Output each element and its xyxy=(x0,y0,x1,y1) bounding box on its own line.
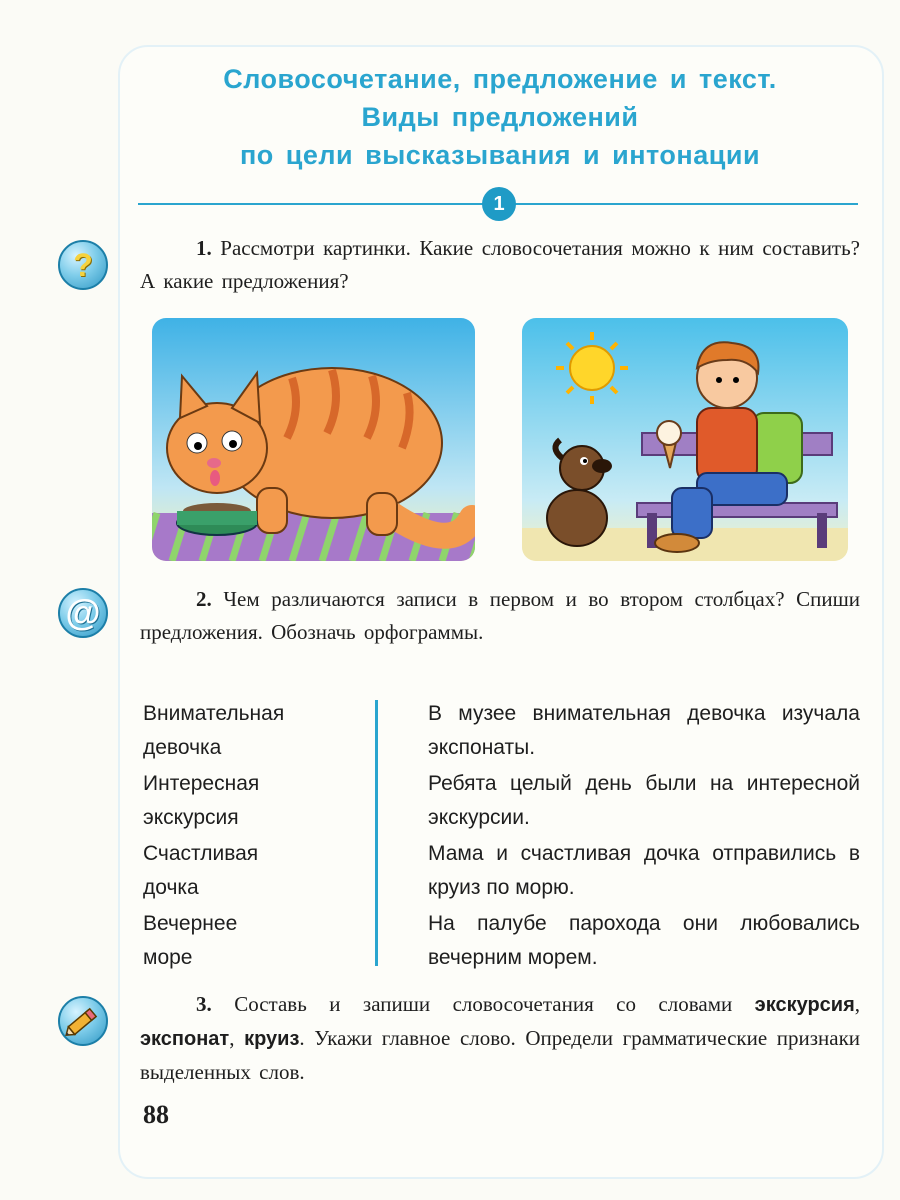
pencil-icon xyxy=(58,996,108,1046)
highlighted-word: экскурсия xyxy=(754,994,855,1016)
task-3-text-before: Составь и запиши словосочетания со словами xyxy=(234,992,733,1016)
title-line-1: Словосочетание, предложение и текст. xyxy=(223,64,777,94)
task-2-text: Чем различаются записи в первом и во втором столбцах? Спиши предложения. Обозначь орфограммы. xyxy=(140,587,860,644)
task-2-number: 2. xyxy=(196,587,212,611)
column-divider xyxy=(375,700,378,966)
title-line-3: по цели высказывания и интонации xyxy=(239,140,761,170)
task-1 xyxy=(140,232,860,298)
boy-illustration xyxy=(522,318,848,561)
section-number-badge: 1 xyxy=(482,187,516,221)
task-3 xyxy=(140,988,860,1089)
phrase-word-1: Интересная xyxy=(143,772,260,795)
word-separator: , xyxy=(854,992,861,1016)
task-1-text: Рассмотри картинки. Какие словосочетания можно к ним составить? А какие предложения? xyxy=(140,236,861,293)
sentence-item: В музее внимательная девочка изучала экспонаты. xyxy=(428,702,860,759)
phrase-word-1: Счастливая xyxy=(143,842,259,865)
title-line-2: Виды предложений xyxy=(361,102,639,132)
phrase-item xyxy=(143,837,363,905)
phrase-word-2: девочка xyxy=(143,736,222,759)
task-3-number: 3. xyxy=(196,992,212,1016)
highlighted-word: круиз xyxy=(244,1028,300,1050)
sentences-column xyxy=(428,697,860,977)
phrases-column xyxy=(143,697,363,977)
phrase-word-2: дочка xyxy=(143,876,199,899)
page-number: 88 xyxy=(143,1100,169,1129)
task-1-number: 1. xyxy=(196,236,212,260)
sentence-item: Мама и счастливая дочка отправились в круиз по морю. xyxy=(428,842,860,899)
phrase-word-1: Внимательная xyxy=(143,702,285,725)
phrase-word-2: море xyxy=(143,946,193,969)
highlighted-word: экспонат xyxy=(140,1028,230,1050)
task-2 xyxy=(140,583,860,649)
phrase-word-1: Вечернее xyxy=(143,912,238,935)
word-separator: , xyxy=(229,1026,235,1050)
question-icon: ? xyxy=(58,240,108,290)
sentence-item: Ребята целый день были на интересной экскурсии. xyxy=(428,772,860,829)
phrase-item xyxy=(143,907,363,975)
page-title xyxy=(130,60,870,174)
at-sign-icon: @ xyxy=(58,588,108,638)
phrase-item xyxy=(143,767,363,835)
phrase-item xyxy=(143,697,363,765)
phrase-word-2: экскурсия xyxy=(143,806,239,829)
task-3-text-after: . Укажи главное слово. Определи грамматические признаки выделенных слов. xyxy=(140,1026,861,1084)
cat-illustration xyxy=(152,318,475,561)
sentence-item: На палубе парохода они любовались вечерним морем. xyxy=(428,912,860,969)
